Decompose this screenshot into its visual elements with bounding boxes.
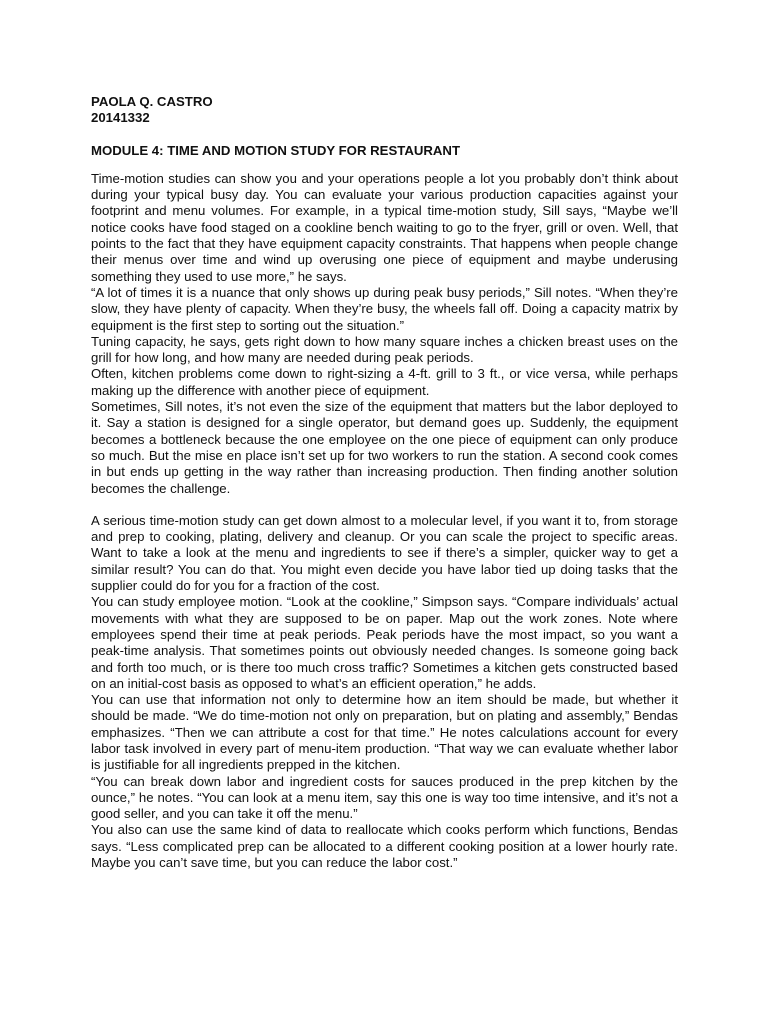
paragraph: You can use that information not only to determine how an item should be made, but whether it should be made. “We do time-motion not only on preparation, but on plating and assembly,” Bendas emphasizes. “Then we can attribute a cost for that time.” He notes calculations account for every labor task involved in every part of menu-item production. “That way we can evaluate whether labor is justifiable for all ingredients prepped in the kitchen. [91, 692, 678, 773]
paragraph: You can study employee motion. “Look at the cookline,” Simpson says. “Compare individuals’ actual movements with what they are supposed to be on paper. Map out the work zones. Note where employees spend their time at peak periods. Peak periods have the most impact, so you want a peak-time analysis. That sometimes points out obviously needed changes. Is someone going back and forth too much, or is there too much cross traffic? Sometimes a kitchen gets constructed based on an initial-cost basis as opposed to what’s an efficient operation,” he adds. [91, 594, 678, 691]
paragraph: A serious time-motion study can get down almost to a molecular level, if you want it to, from storage and prep to cooking, plating, delivery and cleanup. Or you can scale the project to specific areas. Want to take a look at the menu and ingredients to see if there’s a simpler, quicker way to get a similar result? You can do that. You might even decide you have labor tied up doing tasks that the supplier could do for you for a fraction of the cost. [91, 512, 678, 594]
document-page [91, 94, 678, 871]
section-2 [91, 513, 678, 872]
paragraph: Tuning capacity, he says, gets right down to how many square inches a chicken breast uses on the grill for how long, and how many are needed during peak periods. [91, 333, 678, 366]
paragraph: “You can break down labor and ingredient costs for sauces produced in the prep kitchen by the ounce,” he notes. “You can look at a menu item, say this one is way too time intensive, and it’s not a good seller, and you can take it off the menu.” [91, 773, 678, 822]
paragraph: “A lot of times it is a nuance that only shows up during peak busy periods,” Sill notes. “When they’re slow, they have plenty of capacity. When they’re busy, the wheels fall off. Doing a capacity matrix by equipment is the first step to sorting out the situation.” [91, 284, 678, 333]
paragraph: Time-motion studies can show you and your operations people a lot you probably don’t think about during your typical busy day. You can evaluate your various production capacities against your footprint and menu volumes. For example, in a typical time-motion study, Sill says, “Maybe we’ll notice cooks have food staged on a cookline bench waiting to go to the fryer, grill or oven. Well, that points to the fact that they have equipment capacity constraints. That happens when people change their menus over time and wind up overusing one piece of equipment and maybe underusing something they used to use more,” he says. [91, 170, 678, 284]
author-name: PAOLA Q. CASTRO [91, 94, 213, 109]
paragraph: You also can use the same kind of data to reallocate which cooks perform which functions, Bendas says. “Less complicated prep can be allocated to a different cooking position at a lower hourly rate. Maybe you can’t save time, but you can reduce the labor cost.” [91, 822, 678, 871]
section-1 [91, 171, 678, 497]
paragraph: Sometimes, Sill notes, it’s not even the size of the equipment that matters but the labor deployed to it. Say a station is designed for a single operator, but demand goes up. Suddenly, the equipment becomes a bottleneck because the one employee on the one piece of equipment can only produce so much. But the mise en place isn’t set up for two workers to run the station. A second cook comes in but ends up getting in the way rather than increasing production. Then finding another solution becomes the challenge. [91, 399, 678, 496]
section-divider [91, 497, 678, 513]
paragraph: Often, kitchen problems come down to right-sizing a 4-ft. grill to 3 ft., or vice versa, while perhaps making up the difference with another piece of equipment. [91, 366, 678, 398]
module-title: MODULE 4: TIME AND MOTION STUDY FOR RESTAURANT [91, 142, 460, 158]
student-id: 20141332 [91, 110, 150, 126]
